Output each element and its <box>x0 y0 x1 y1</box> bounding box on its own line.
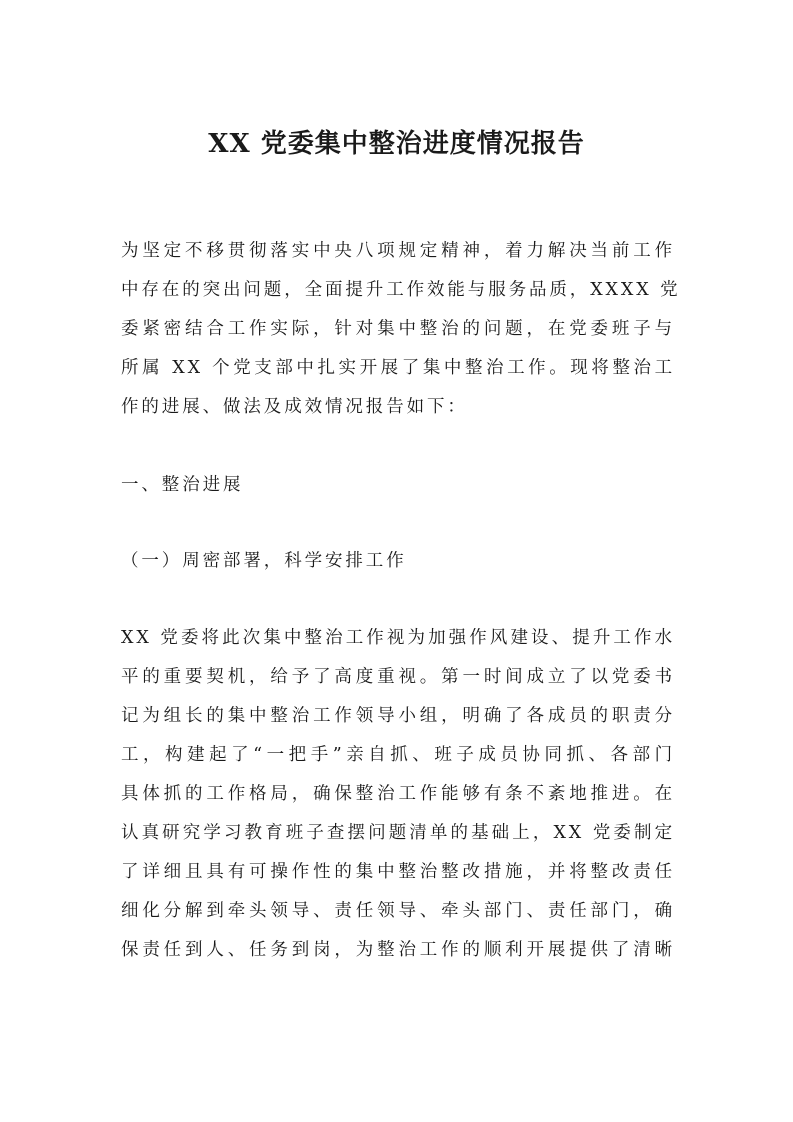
body-line: 认真研究学习教育班子查摆问题清单的基础上，XX 党委制定 <box>121 823 675 843</box>
section-heading: 一、整治进展 <box>121 475 244 495</box>
subsection-heading: （一）周密部署，科学安排工作 <box>121 551 407 571</box>
body-line: 具体抓的工作格局，确保整治工作能够有条不紊地推进。在 <box>121 784 675 804</box>
body-line: 工，构建起了“一把手”亲自抓、班子成员协同抓、各部门 <box>121 745 675 765</box>
intro-line: 所属 XX 个党支部中扎实开展了集中整治工作。现将整治工 <box>121 358 675 378</box>
intro-paragraph <box>121 232 681 427</box>
intro-line: 作的进展、做法及成效情况报告如下： <box>121 397 468 417</box>
body-line: 平的重要契机，给予了高度重视。第一时间成立了以党委书 <box>121 667 675 687</box>
body-paragraph <box>121 619 675 970</box>
document-body <box>121 232 681 970</box>
intro-line: 中存在的突出问题，全面提升工作效能与服务品质，XXXX 党 <box>121 280 681 300</box>
paragraph-spacer <box>121 505 675 542</box>
document-title: XX 党委集中整治进度情况报告 <box>208 129 585 159</box>
body-line: 记为组长的集中整治工作领导小组，明确了各成员的职责分 <box>121 706 675 726</box>
body-line: 保责任到人、任务到岗，为整治工作的顺利开展提供了清晰 <box>121 940 675 960</box>
body-line: XX 党委将此次集中整治工作视为加强作风建设、提升工作水 <box>121 628 675 648</box>
paragraph-spacer <box>121 581 675 619</box>
paragraph-spacer <box>121 427 675 466</box>
body-line: 了详细且具有可操作性的集中整治整改措施，并将整改责任 <box>121 862 675 882</box>
intro-line: 为坚定不移贯彻落实中央八项规定精神，着力解决当前工作 <box>121 241 675 261</box>
intro-line: 委紧密结合工作实际，针对集中整治的问题，在党委班子与 <box>121 319 675 339</box>
body-line: 细化分解到牵头领导、责任领导、牵头部门、责任部门，确 <box>121 901 675 921</box>
